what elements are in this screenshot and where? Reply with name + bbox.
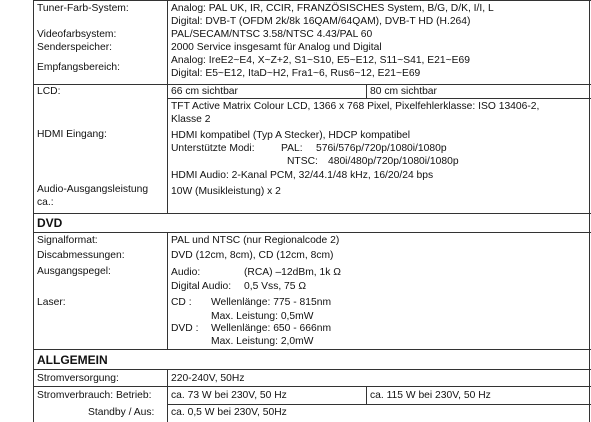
power-supply-label: Stromversorgung: (37, 373, 119, 384)
allgemein-section-top (33, 349, 591, 350)
hdmi-compat: HDMI kompatibel (Typ A Stecker), HDCP kompatibel (171, 130, 411, 141)
hdmi-ntsc-label: NTSC: (287, 156, 318, 167)
lcd-panel-class: Klasse 2 (171, 114, 211, 125)
tuner-color-analog: Analog: PAL UK, IR, CCIR, FRANZÖSISCHES System, B/G, D/K, I/I, L (171, 3, 494, 14)
laser-cd-wavelength: Wellenlänge: 775 - 815nm (211, 297, 332, 308)
disc-size-value: DVD (12cm, 8cm), CD (12cm, 8cm) (171, 250, 334, 261)
laser-label: Laser: (37, 297, 66, 308)
standby-label: Standby / Aus: (88, 407, 155, 418)
lcd-row-divider (33, 84, 591, 85)
hdmi-ntsc-modes: 480i/480p/720p/1080i/1080p (328, 156, 459, 167)
tuner-color-digital: Digital: DVB-T (OFDM 2k/8k 16QAM/64QAM), DVB-T HD (H.264) (171, 16, 471, 27)
output-level-label: Ausgangspegel: (37, 266, 111, 277)
video-system-label: Videofarbsystem: (37, 29, 117, 40)
channel-memory-label: Senderspeicher: (37, 42, 112, 53)
label-column-divider-dvd (167, 232, 168, 349)
dvd-section-top (33, 213, 591, 214)
power-supply-value: 220-240V, 50Hz (171, 373, 245, 384)
standby-value: ca. 0,5 W bei 230V, 50Hz (171, 407, 287, 418)
audio-output-value: 10W (Musikleistung) x 2 (171, 186, 281, 197)
signal-format-label: Signalformat: (37, 235, 98, 246)
laser-cd-label: CD : (171, 297, 192, 308)
top-border (33, 0, 591, 1)
video-system-value: PAL/SECAM/NTSC 3.58/NTSC 4.43/PAL 60 (171, 29, 373, 40)
consumption-column-divider (366, 386, 367, 404)
tuner-color-label: Tuner-Farb-System: (37, 3, 129, 14)
hdmi-modes-label: Unterstützte Modi: (171, 143, 255, 154)
hdmi-input-label: HDMI Eingang: (37, 129, 107, 140)
power-consumption-label: Stromverbrauch: Betrieb: (37, 390, 152, 401)
left-border (33, 0, 34, 422)
laser-dvd-label: DVD : (171, 323, 199, 334)
output-digital-value: 0,5 Vss, 75 Ω (244, 281, 307, 292)
laser-dvd-wavelength: Wellenlänge: 650 - 666nm (211, 323, 332, 334)
supply-row-divider (33, 386, 591, 387)
hdmi-pal-label: PAL: (281, 143, 303, 154)
dvd-heading-divider (33, 232, 591, 233)
hdmi-pal-modes: 576i/576p/720p/1080i/1080p (316, 143, 447, 154)
channel-memory-value: 2000 Service insgesamt für Analog und Digital (171, 42, 382, 53)
label-column-divider-allgemein (167, 369, 168, 422)
right-border (589, 0, 590, 422)
lcd-size-80: 80 cm sichtbar (370, 86, 437, 97)
output-audio-value: (RCA) –12dBm, 1k Ω (244, 267, 341, 278)
label-column-divider-top (167, 0, 168, 213)
signal-format-value: PAL und NTSC (nur Regionalcode 2) (171, 235, 340, 246)
lcd-label: LCD: (37, 86, 61, 97)
output-audio-label: Audio: (171, 267, 201, 278)
power-consumption-66: ca. 73 W bei 230V, 50 Hz (171, 390, 287, 401)
audio-output-label-line2: ca.: (37, 197, 54, 208)
dvd-heading: DVD (37, 216, 63, 230)
allgemein-heading: ALLGEMEIN (37, 353, 108, 367)
power-consumption-80: ca. 115 W bei 230V, 50 Hz (370, 390, 491, 401)
allgemein-heading-divider (33, 369, 591, 370)
reception-range-digital: Digital: E5~E12, ItaD~H2, Fra1~6, Rus6~12, E21~E69 (171, 68, 421, 79)
reception-range-analog: Analog: IreE2~E4, X~Z+2, S1~S10, E5~E12, S11~S41, E21~E69 (171, 55, 470, 66)
lcd-panel-spec: TFT Active Matrix Colour LCD, 1366 x 768 Pixel, Pixelfehlerklasse: ISO 13406-2, (171, 101, 540, 112)
reception-range-label: Empfangsbereich: (37, 62, 120, 73)
audio-output-label-line1: Audio-Ausgangsleistung (37, 184, 149, 195)
laser-dvd-power: Max. Leistung: 2,0mW (211, 336, 314, 347)
consumption-row-divider (167, 404, 591, 405)
laser-cd-power: Max. Leistung: 0,5mW (211, 311, 314, 322)
disc-size-label: Discabmessungen: (37, 250, 125, 261)
lcd-size-66: 66 cm sichtbar (171, 86, 238, 97)
hdmi-audio: HDMI Audio: 2-Kanal PCM, 32/44.1/48 kHz, 16/20/24 bps (171, 170, 434, 181)
output-digital-label: Digital Audio: (171, 281, 232, 292)
lcd-size-column-divider (366, 84, 367, 98)
